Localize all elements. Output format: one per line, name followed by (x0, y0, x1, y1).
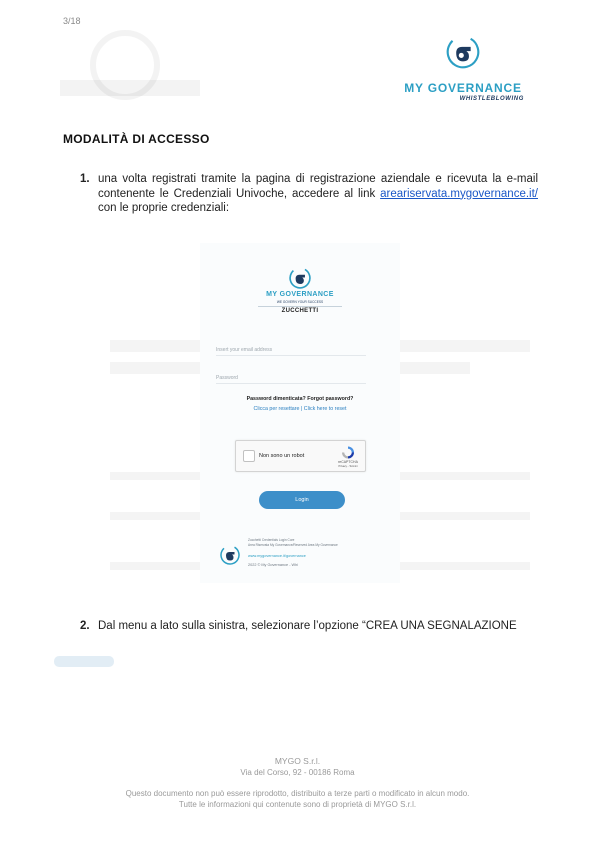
step-text (80, 172, 538, 216)
login-footer-line: Zucchetti Credentials Login Core (248, 538, 295, 542)
login-footer-url[interactable]: www.mygovernance.it/governance (248, 554, 306, 558)
page-number: 3/18 (63, 16, 81, 26)
footer-company: MYGO S.r.l. (274, 756, 321, 766)
brand-name: MY GOVERNANCE (404, 81, 522, 95)
login-button[interactable]: Login (259, 491, 345, 509)
email-field[interactable]: Insert your email address (216, 347, 366, 356)
step-text: Dal menu a lato sulla sinistra, selezionare l’opzione “CREA UNA SEGNALAZIONE (98, 620, 517, 632)
forgot-password-text: Password dimenticata? Forgot password? (246, 396, 354, 402)
brand-header (398, 35, 528, 102)
step-2 (80, 619, 538, 634)
recaptcha-icon (340, 445, 356, 460)
login-screenshot (200, 243, 400, 583)
reset-password-link[interactable]: Clicca per resettare | Click here to reset (253, 406, 347, 412)
bleed-through-button (54, 656, 114, 667)
brand-subtitle: WHISTLEBLOWING (459, 96, 524, 102)
step-number: 1. (80, 173, 90, 185)
recaptcha-checkbox[interactable] (243, 450, 255, 462)
whistle-icon (220, 545, 240, 565)
bleed-through-text (60, 80, 200, 96)
step-text-part: una volta registrati tramite la pagina di registrazione aziendale e ricevuta la e-mail contenente le Credenziali Univoche, accedere al link (98, 173, 538, 200)
step-1 (80, 172, 538, 216)
footer-address: Via del Corso, 92 - 00186 Roma (240, 768, 355, 777)
section-title: MODALITÀ DI ACCESSO (63, 132, 210, 146)
recaptcha-brand: reCAPTCHA (338, 460, 358, 464)
divider (258, 306, 342, 307)
password-field[interactable]: Password (216, 375, 366, 384)
step-text-part: con le proprie credenziali: (98, 202, 230, 214)
reserved-area-link[interactable]: areariservata.mygovernance.it/ (380, 187, 538, 200)
footer-notice: Questo documento non può essere riprodotto, distribuito a terze parti o modificato in alcun modo. (125, 789, 470, 798)
login-company: ZUCCHETTI (281, 308, 319, 314)
login-footer-line: Area Riservata My Governance/Reserved Area My Governance (248, 543, 338, 547)
whistle-icon (289, 267, 311, 289)
footer-notice: Tutte le informazioni qui contenute sono di proprietà di MYGO S.r.l. (178, 800, 417, 809)
recaptcha-links: Privacy - Termini (338, 465, 358, 468)
whistle-icon (446, 35, 480, 69)
login-tagline: WE GOVERN YOUR SUCCESS (276, 300, 324, 304)
recaptcha-widget[interactable] (235, 440, 366, 472)
step-number: 2. (80, 620, 90, 632)
recaptcha-label: Non sono un robot (259, 453, 305, 459)
login-footer-copyright: 2022 © My Governance - Whi (248, 563, 299, 567)
login-brand: MY GOVERNANCE (266, 291, 334, 298)
